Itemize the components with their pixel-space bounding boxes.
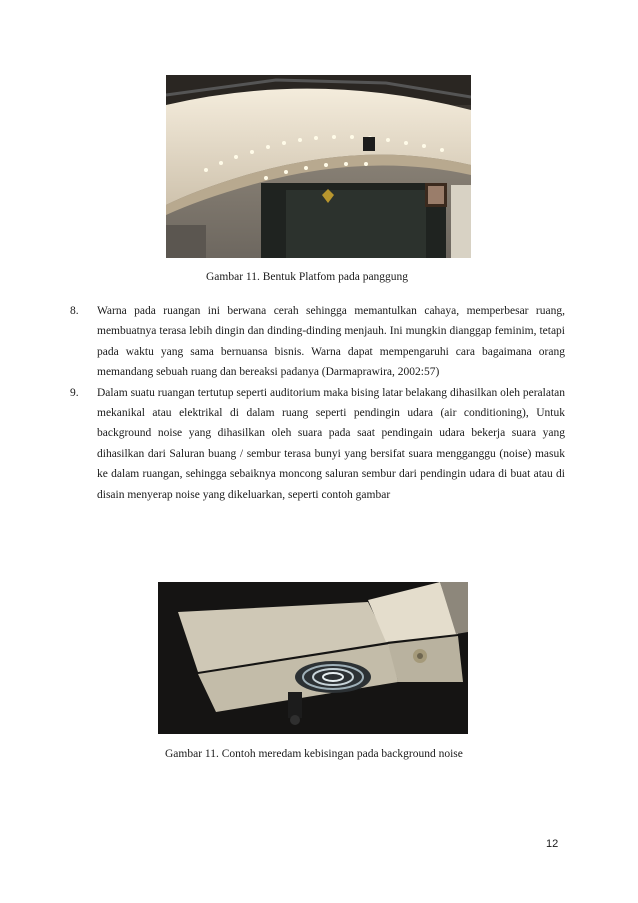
list-item-number: 9.: [70, 386, 79, 399]
numbered-list: [70, 301, 565, 505]
ceiling-diffuser-photo: [158, 582, 468, 734]
list-item: [70, 301, 565, 383]
page-number: 12: [546, 838, 559, 850]
list-item-text: Dalam suatu ruangan tertutup seperti auditorium maka bising latar belakang dihasilkan oleh peralatan mekanikal atau elektrikal di dalam ruang seperti pendingin udara (air conditioning), Untuk background noise yang dihasilkan oleh suara pada saat pendingain udara bekerja suara yang dihasilkan dari Saluran buang / sembur terasa bunyi yang bersifat suara mengganggu (noise) masuk ke dalam ruangan, sehingga sebaiknya moncong saluran sembur dari pendingin udara di buat atau di disain menyerap noise yang dikeluarkan, seperti contoh gambar: [97, 386, 565, 501]
figure-caption-noise: Gambar 11. Contoh meredam kebisingan pada background noise: [165, 748, 463, 760]
list-item: [70, 383, 565, 505]
list-item-number: 8.: [70, 305, 79, 317]
list-item-text: Warna pada ruangan ini berwana cerah sehingga memantulkan cahaya, memperbesar ruang, membuatnya terasa lebih dingin dan dinding-dinding menjauh. Ini mungkin dianggap feminim, tetapi pada waktu yang sama bernuansa bisnis. Warna dapat mempengaruhi cara bagaimana orang memandang sebuah ruang dan bereaksi padanya (Darmaprawira, 2002:57): [97, 305, 565, 379]
figure-caption-platform: Gambar 11. Bentuk Platfom pada panggung: [206, 271, 409, 283]
stage-platform-photo: [166, 75, 471, 258]
